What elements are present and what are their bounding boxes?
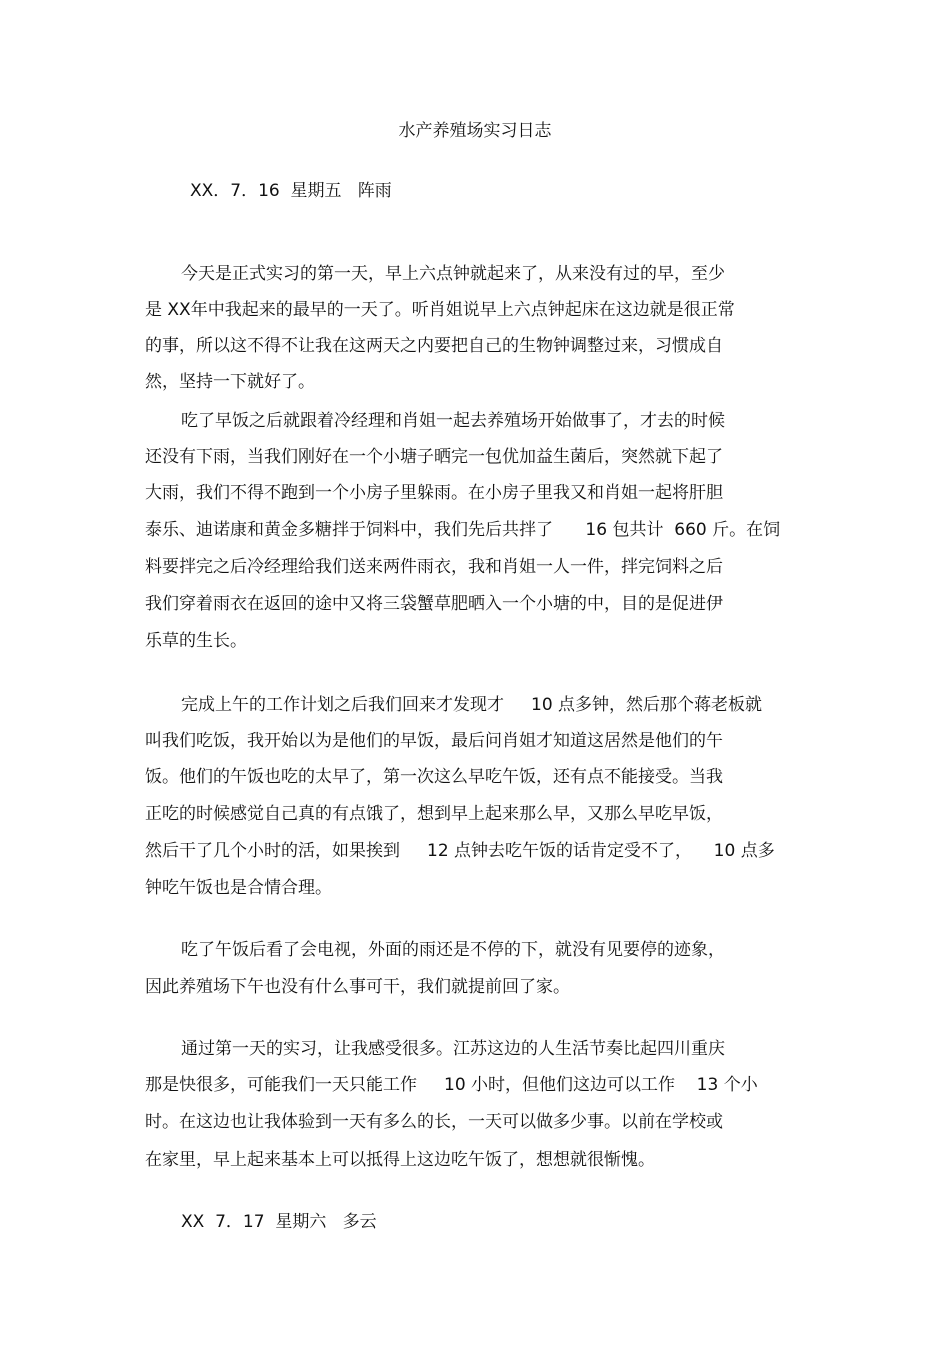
entry-date-2: XX 7．17 星期六 多云: [181, 1212, 377, 1232]
paragraph-2-line-4: 泰乐、迪诺康和黄金多糖拌于饲料中，我们先后共拌了 16 包共计 660 斤。在饲: [145, 520, 781, 540]
paragraph-4-line-1: 吃了午饭后看了会电视，外面的雨还是不停的下，就没有见要停的迹象，: [181, 940, 725, 960]
paragraph-2-line-7: 乐草的生长。: [145, 631, 247, 651]
paragraph-3-line-3: 饭。他们的午饭也吃的太早了，第一次这么早吃午饭，还有点不能接受。当我: [145, 767, 723, 787]
paragraph-5-line-4: 在家里，早上起来基本上可以抵得上这边吃午饭了，想想就很惭愧。: [145, 1150, 655, 1170]
paragraph-1-line-3: 的事，所以这不得不让我在这两天之内要把自己的生物钟调整过来，习惯成自: [145, 336, 723, 356]
paragraph-3-line-4: 正吃的时候感觉自己真的有点饿了，想到早上起来那么早，又那么早吃早饭，: [145, 804, 723, 824]
paragraph-2-line-6: 我们穿着雨衣在返回的途中又将三袋蟹草肥晒入一个小塘的中，目的是促进伊: [145, 594, 723, 614]
paragraph-5-line-3: 时。在这边也让我体验到一天有多么的长，一天可以做多少事。以前在学校或: [145, 1112, 723, 1132]
paragraph-2-line-2: 还没有下雨，当我们刚好在一个小塘子晒完一包优加益生菌后，突然就下起了: [145, 447, 723, 467]
entry-date: XX．7．16 星期五 阵雨: [190, 181, 392, 201]
paragraph-2-line-1: 吃了早饭之后就跟着冷经理和肖姐一起去养殖场开始做事了，才去的时候: [181, 411, 725, 431]
paragraph-5-line-1: 通过第一天的实习，让我感受很多。江苏这边的人生活节奏比起四川重庆: [181, 1039, 725, 1059]
paragraph-3-line-6: 钟吃午饭也是合情合理。: [145, 878, 332, 898]
paragraph-2-line-3: 大雨，我们不得不跑到一个小房子里躲雨。在小房子里我又和肖姐一起将肝胆: [145, 483, 723, 503]
paragraph-3-line-1: 完成上午的工作计划之后我们回来才发现才 10 点多钟，然后那个蒋老板就: [181, 695, 763, 715]
paragraph-2-line-5: 料要拌完之后冷经理给我们送来两件雨衣，我和肖姐一人一件，拌完饲料之后: [145, 557, 723, 577]
paragraph-4-line-2: 因此养殖场下午也没有什么事可干，我们就提前回了家。: [145, 977, 570, 997]
paragraph-5-line-2: 那是快很多，可能我们一天只能工作 10 小时，但他们这边可以工作 13 个小: [145, 1075, 758, 1095]
paragraph-1-line-2: 是 XX年中我起来的最早的一天了。听肖姐说早上六点钟起床在这边就是很正常: [145, 300, 735, 320]
paragraph-1-line-1: 今天是正式实习的第一天，早上六点钟就起来了，从来没有过的早，至少: [181, 264, 725, 284]
paragraph-3-line-5: 然后干了几个小时的活，如果挨到 12 点钟去吃午饭的话肯定受不了， 10 点多: [145, 841, 775, 861]
paragraph-3-line-2: 叫我们吃饭，我开始以为是他们的早饭，最后问肖姐才知道这居然是他们的午: [145, 731, 723, 751]
paragraph-1-line-4: 然，坚持一下就好了。: [145, 372, 315, 392]
page-title: 水产养殖场实习日志: [398, 121, 552, 141]
